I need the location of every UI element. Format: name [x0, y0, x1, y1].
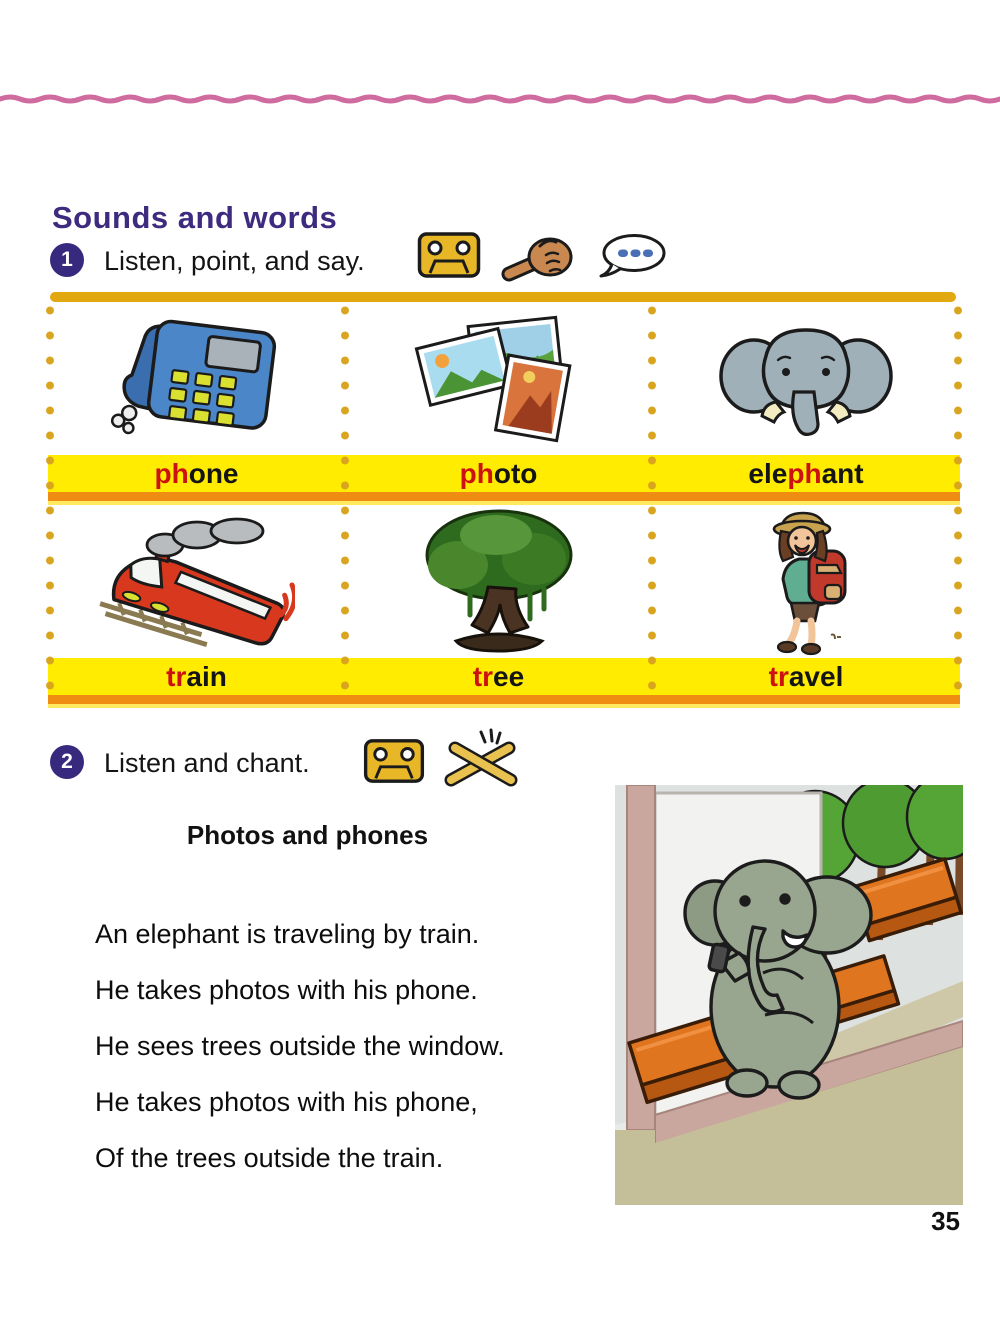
phoneme-highlight: ph — [787, 458, 822, 489]
activity-2-number-label: 2 — [61, 750, 73, 773]
grid-dotted-divider-1 — [339, 298, 351, 706]
chant-line: He takes photos with his phone, — [95, 1087, 478, 1117]
vocab-word-tree: tree — [472, 661, 525, 692]
chant-lines — [95, 906, 565, 1186]
activity-1-number-label: 1 — [61, 248, 73, 271]
rhythm-sticks-icon — [441, 728, 519, 790]
activity-2-instruction: Listen and chant. — [104, 748, 310, 778]
cassette-icon — [363, 736, 425, 786]
label-bar-row-2-underline — [48, 704, 960, 708]
vocab-grid — [48, 292, 960, 710]
vocab-image-elephant — [652, 302, 960, 454]
vocab-word-elephant: elephant — [748, 458, 864, 489]
activity-2-number — [50, 745, 84, 779]
speech-bubble-icon — [597, 231, 667, 283]
vocab-word-phone: phone — [154, 458, 239, 489]
vocab-word-photo: photo — [459, 458, 538, 489]
chant-line: He sees trees outside the window. — [95, 1031, 505, 1061]
phoneme-highlight: ph — [154, 458, 189, 489]
page-number: 35 — [931, 1206, 960, 1236]
chant-line: An elephant is traveling by train. — [95, 919, 480, 949]
grid-dotted-border-left — [44, 298, 56, 706]
pink-wavy-divider — [0, 88, 1000, 110]
vocab-image-tree — [345, 506, 652, 658]
chant-illustration — [615, 785, 963, 1205]
chant-line: He takes photos with his phone. — [95, 975, 478, 1005]
cassette-icon — [417, 229, 481, 281]
grid-dotted-divider-2 — [646, 298, 658, 706]
page-title: Sounds and words — [52, 200, 338, 235]
vocab-word-train: train — [166, 661, 227, 692]
chant-line: Of the trees outside the train. — [95, 1143, 444, 1173]
phoneme-highlight: tr — [166, 661, 187, 692]
phoneme-highlight: tr — [472, 661, 494, 692]
label-bar-row-1-underline — [48, 501, 960, 505]
label-bar-row-2 — [48, 658, 960, 704]
vocab-image-phone — [48, 302, 345, 454]
pointing-hand-icon — [500, 231, 576, 285]
phoneme-highlight: tr — [768, 661, 789, 692]
label-bar-row-1 — [48, 455, 960, 501]
grid-dotted-border-right — [952, 298, 964, 706]
chant-title: Photos and phones — [186, 820, 429, 850]
activity-1-instruction: Listen, point, and say. — [104, 246, 365, 276]
vocab-image-travel — [652, 506, 960, 658]
vocab-word-travel: travel — [768, 661, 844, 692]
vocab-image-photo — [345, 302, 652, 454]
activity-1-number — [50, 243, 84, 277]
grid-top-border — [50, 292, 956, 302]
phoneme-highlight: ph — [459, 458, 494, 489]
vocab-image-train — [48, 506, 345, 658]
